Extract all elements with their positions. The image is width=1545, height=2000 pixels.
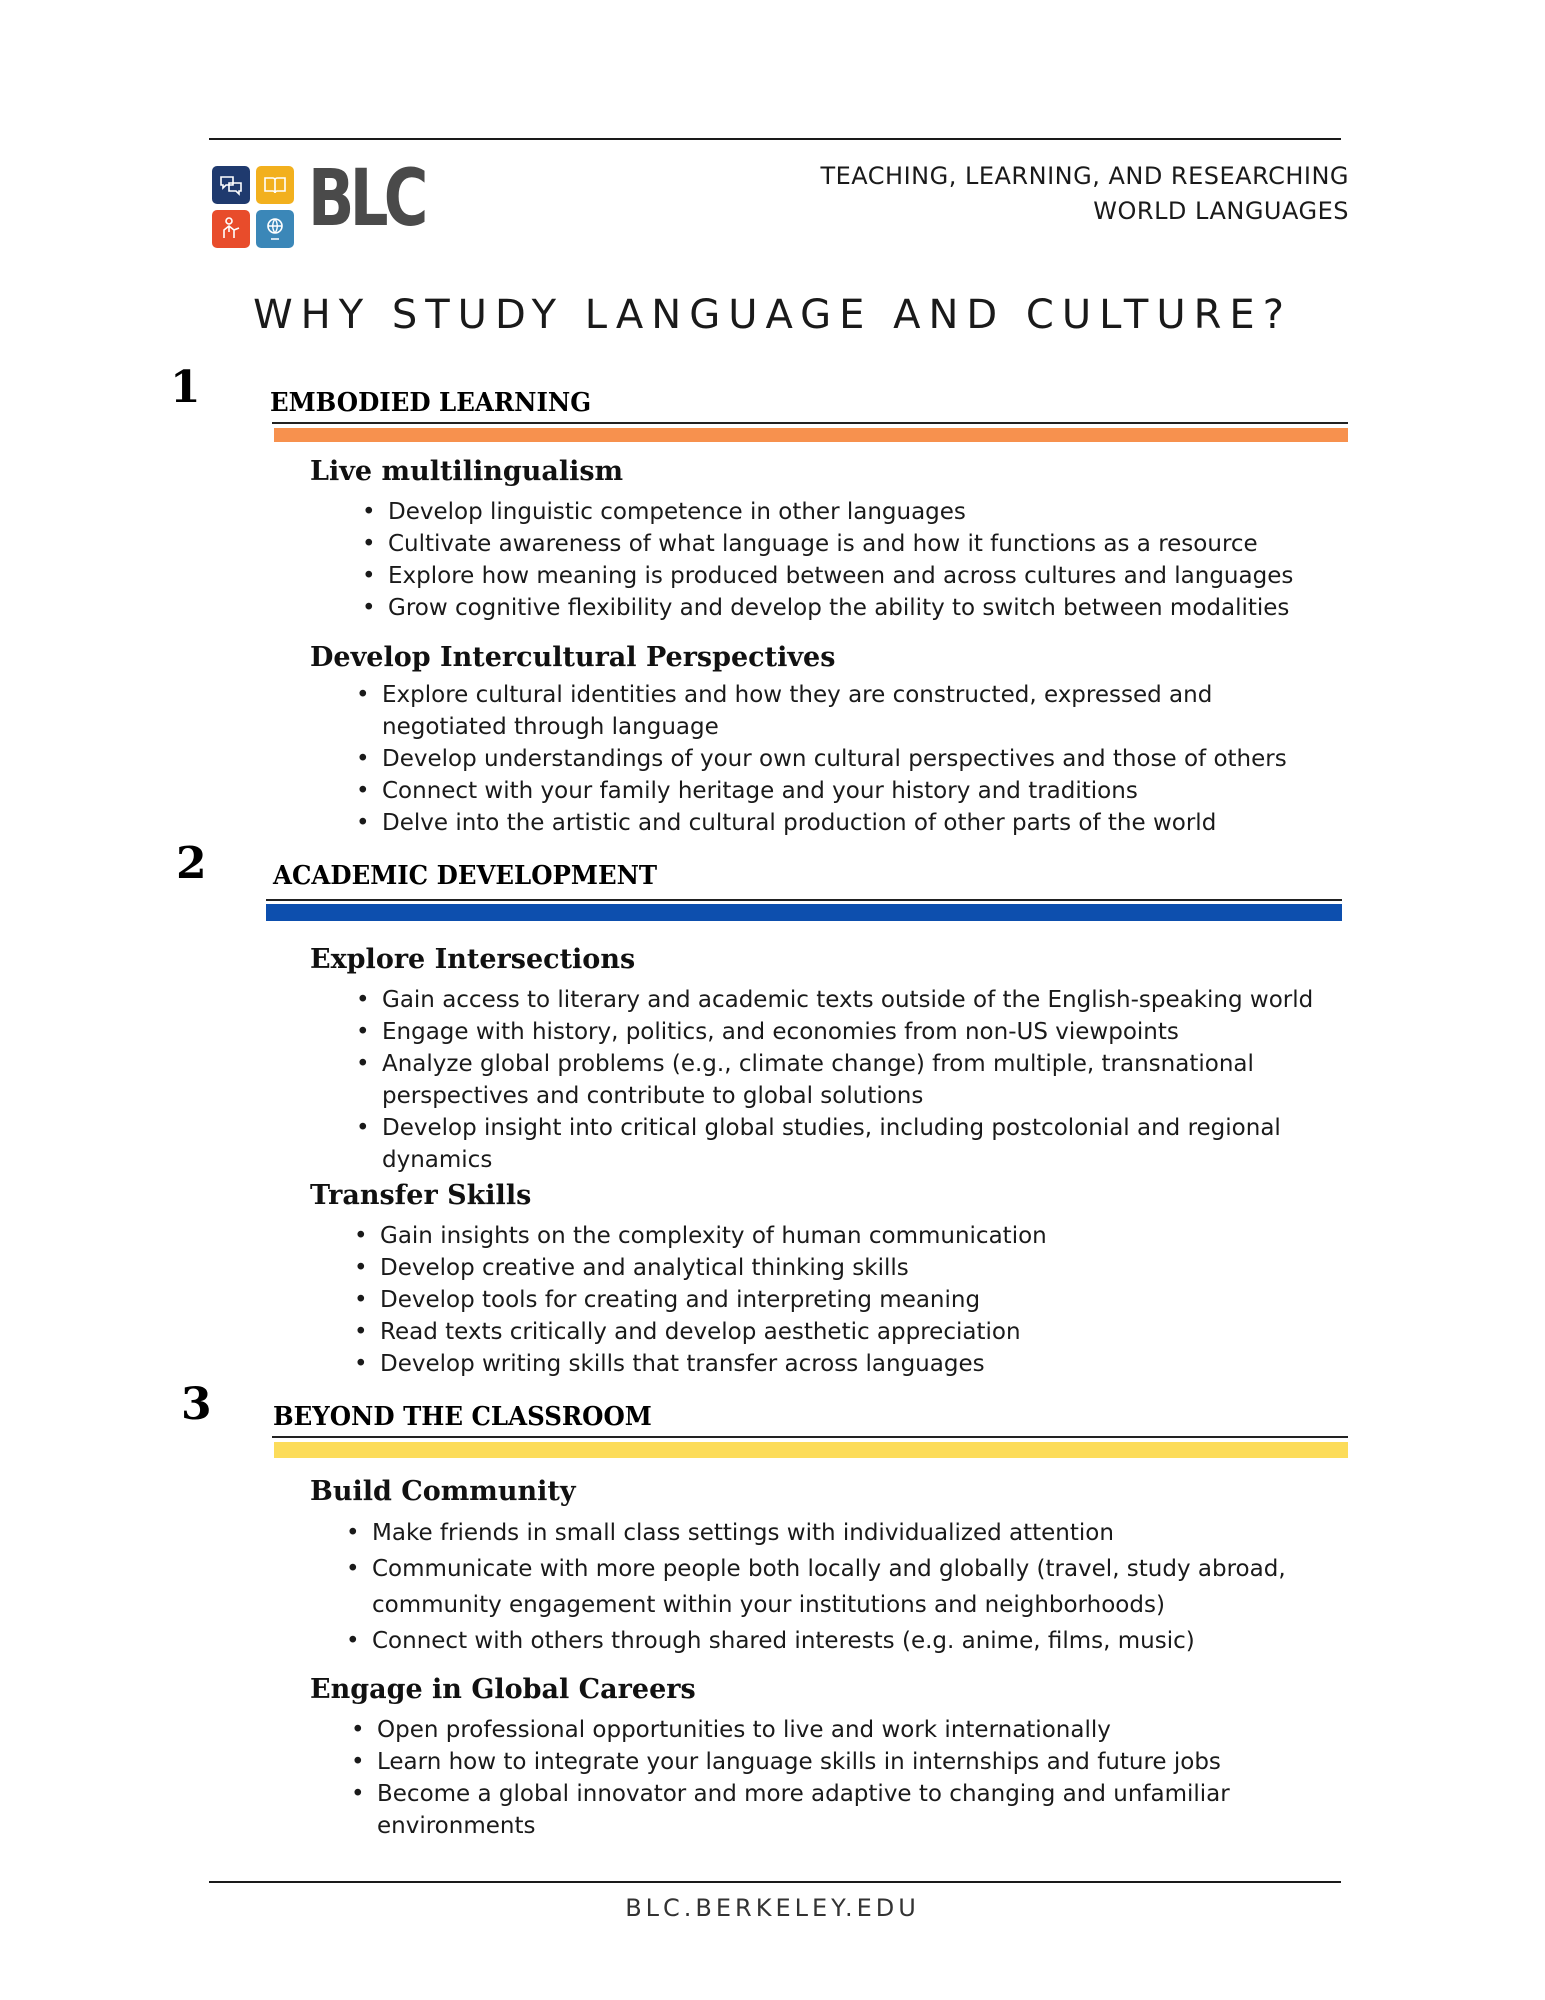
bullet-list [382,679,1342,839]
section-heading: EMBODIED LEARNING [270,388,592,418]
list-item: • Engage with history, politics, and economies from non-US viewpoints [382,1016,1342,1048]
section-number: 2 [176,838,207,889]
section-color-bar [274,428,1348,442]
list-item: • Learn how to integrate your language skills in internships and future jobs [377,1746,1337,1778]
header-rule [209,138,1341,140]
list-item: • Grow cognitive flexibility and develop the ability to switch between modalities [388,592,1328,624]
subsection-title: Develop Intercultural Perspectives [310,642,836,673]
bullet-list [377,1714,1337,1842]
tagline-line2: WORLD LANGUAGES [1093,197,1349,225]
section-color-bar [266,904,1342,921]
list-item: • Make friends in small class settings with individualized attention [372,1515,1342,1551]
subsection-title: Build Community [310,1476,576,1507]
list-item: • Cultivate awareness of what language is and how it functions as a resource [388,528,1328,560]
section-number: 3 [181,1379,212,1430]
list-item: • Read texts critically and develop aesthetic appreciation [380,1316,1340,1348]
list-item: • Develop tools for creating and interpreting meaning [380,1284,1340,1316]
list-item: • Analyze global problems (e.g., climate change) from multiple, transnational perspectives and contribute to global solutions [382,1048,1342,1112]
tagline-line1: TEACHING, LEARNING, AND RESEARCHING [820,162,1349,190]
person-reading-icon [212,210,250,248]
list-item: • Explore how meaning is produced between and across cultures and languages [388,560,1328,592]
subsection-title: Transfer Skills [310,1180,532,1211]
list-item: • Develop creative and analytical thinking skills [380,1252,1340,1284]
subsection-title: Live multilingualism [310,456,624,487]
page-title: WHY STUDY LANGUAGE AND CULTURE? [253,292,1292,338]
globe-person-icon [256,210,294,248]
section-heading: ACADEMIC DEVELOPMENT [273,861,658,891]
subsection-title: Explore Intersections [310,944,636,975]
bullet-list [380,1220,1340,1380]
list-item: • Delve into the artistic and cultural production of other parts of the world [382,807,1342,839]
section-rule [272,1436,1348,1438]
book-icon [256,166,294,204]
list-item: • Become a global innovator and more adaptive to changing and unfamiliar environments [377,1778,1337,1842]
list-item: • Develop insight into critical global studies, including postcolonial and regional dynamics [382,1112,1342,1176]
section-heading: BEYOND THE CLASSROOM [273,1402,652,1432]
subsection-title: Engage in Global Careers [310,1674,696,1705]
section-color-bar [274,1442,1348,1458]
section-rule [266,899,1342,901]
list-item: • Open professional opportunities to live and work internationally [377,1714,1337,1746]
list-item: • Develop writing skills that transfer across languages [380,1348,1340,1380]
list-item: • Develop understandings of your own cultural perspectives and those of others [382,743,1342,775]
logo-wordmark: BLC [308,154,424,244]
section-number: 1 [170,362,201,413]
bullet-list [388,496,1328,624]
list-item: • Explore cultural identities and how they are constructed, expressed and negotiated through language [382,679,1342,743]
list-item: • Connect with others through shared interests (e.g. anime, films, music) [372,1623,1342,1659]
list-item: • Gain insights on the complexity of human communication [380,1220,1340,1252]
footer-url[interactable]: BLC.BERKELEY.EDU [625,1894,920,1922]
section-rule [272,422,1348,424]
footer-rule [209,1881,1341,1883]
list-item: • Develop linguistic competence in other languages [388,496,1328,528]
list-item: • Communicate with more people both locally and globally (travel, study abroad, community engagement within your institutions and neighborhoods) [372,1551,1342,1623]
speech-bubbles-icon [212,166,250,204]
list-item: • Gain access to literary and academic texts outside of the English-speaking world [382,984,1342,1016]
bullet-list [382,984,1342,1176]
list-item: • Connect with your family heritage and your history and traditions [382,775,1342,807]
bullet-list [372,1515,1342,1659]
blc-logo[interactable] [212,154,424,254]
